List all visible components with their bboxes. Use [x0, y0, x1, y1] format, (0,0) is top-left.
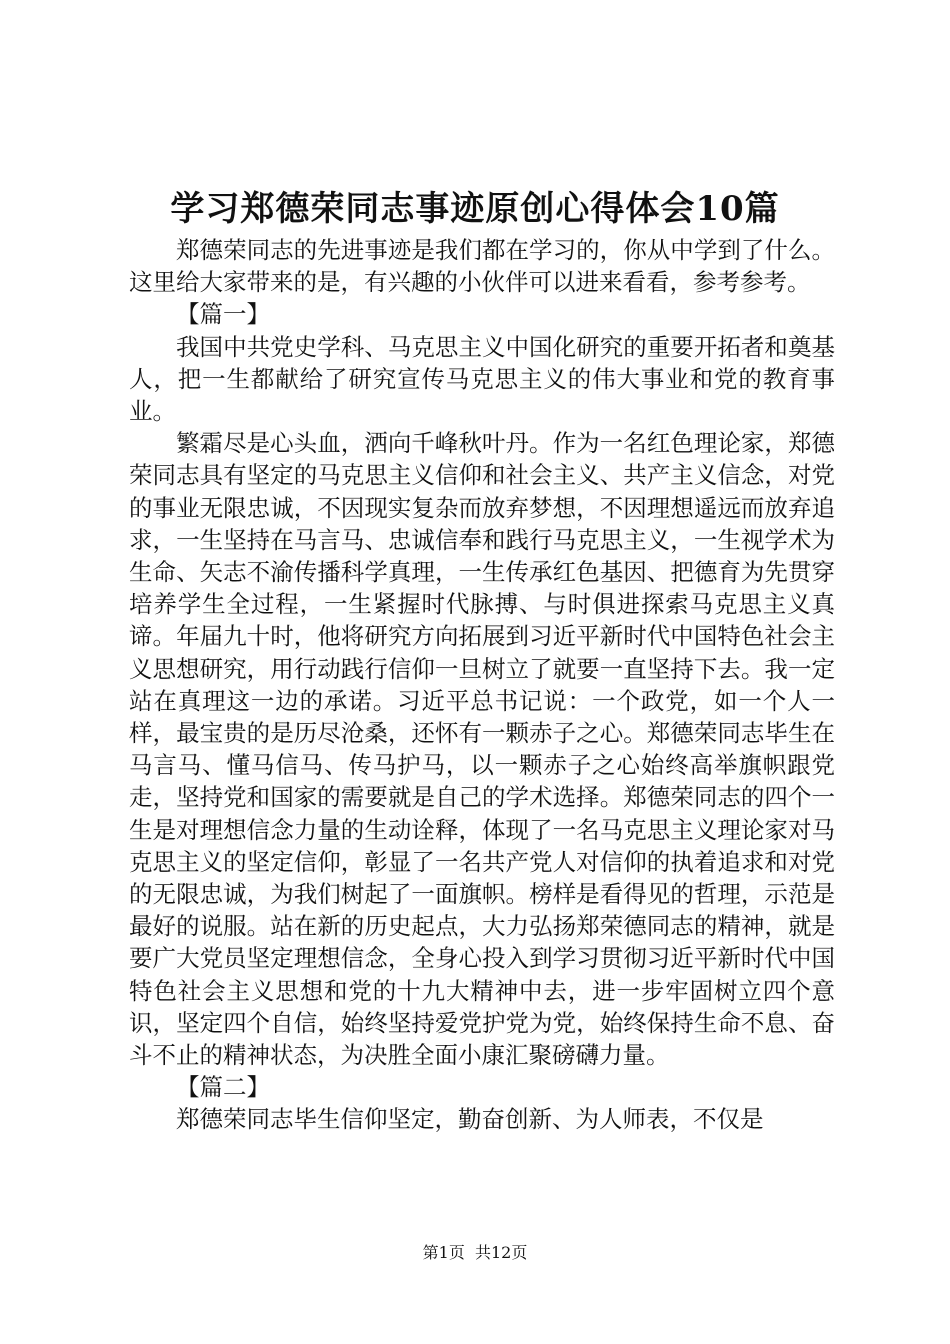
section1-paragraph-2: 繁霜尽是心头血，洒向千峰秋叶丹。作为一名红色理论家，郑德荣同志具有坚定的马克思主义信仰和社会主义、共产主义信念，对党的事业无限忠诚，不因现实复杂而放弃梦想，不因理想遥远而放弃追求，一生坚持在马言马、忠诚信奉和践行马克思主义，一生视学术为生命、矢志不渝传播科学真理，一生传承红色基因、把德育为先贯穿培养学生全过程，一生紧握时代脉搏、与时俱进探索马克思主义真谛。年届九十时，他将研究方向拓展到习近平新时代中国特色社会主义思想研究，用行动践行信仰一旦树立了就要一直坚持下去。我一定站在真理这一边的承诺。习近平总书记说：一个政党，如一个人一样，最宝贵的是历尽沧桑，还怀有一颗赤子之心。郑德荣同志毕生在马言马、懂马信马、传马护马，以一颗赤子之心始终高举旗帜跟党走，坚持党和国家的需要就是自己的学术选择。郑德荣同志的四个一生是对理想信念力量的生动诠释，体现了一名马克思主义理论家对马克思主义的坚定信仰，彰显了一名共产党人对信仰的执着追求和对党的无限忠诚，为我们树起了一面旗帜。榜样是看得见的哲理，示范是最好的说服。站在新的历史起点，大力弘扬郑荣德同志的精神，就是要广大党员坚定理想信念，全身心投入到学习贯彻习近平新时代中国特色社会主义思想和党的十九大精神中去，进一步牢固树立四个意识，坚定四个自信，始终坚持爱党护党为党，始终保持生命不息、奋斗不止的精神状态，为决胜全面小康汇聚磅礴力量。 [129, 429, 835, 1070]
section1-paragraph-1: 我国中共党史学科、马克思主义中国化研究的重要开拓者和奠基人，把一生都献给了研究宣传马克思主义的伟大事业和党的教育事业。 [129, 332, 835, 426]
intro-paragraph: 郑德荣同志的先进事迹是我们都在学习的，你从中学到了什么。这里给大家带来的是，有兴趣的小伙伴可以进来看看，参考参考。 [129, 236, 835, 297]
section2-paragraph-1: 郑德荣同志毕生信仰坚定，勤奋创新、为人师表，不仅是 [176, 1105, 764, 1134]
document-title: 学习郑德荣同志事迹原创心得体会10篇 [170, 189, 780, 229]
section-heading-2: 【篇二】 [176, 1073, 270, 1102]
document-body [129, 234, 835, 1136]
section-heading-1: 【篇一】 [176, 300, 270, 329]
page-number-label: 第1页 共12页 [422, 1243, 528, 1262]
page-footer [0, 1243, 950, 1263]
